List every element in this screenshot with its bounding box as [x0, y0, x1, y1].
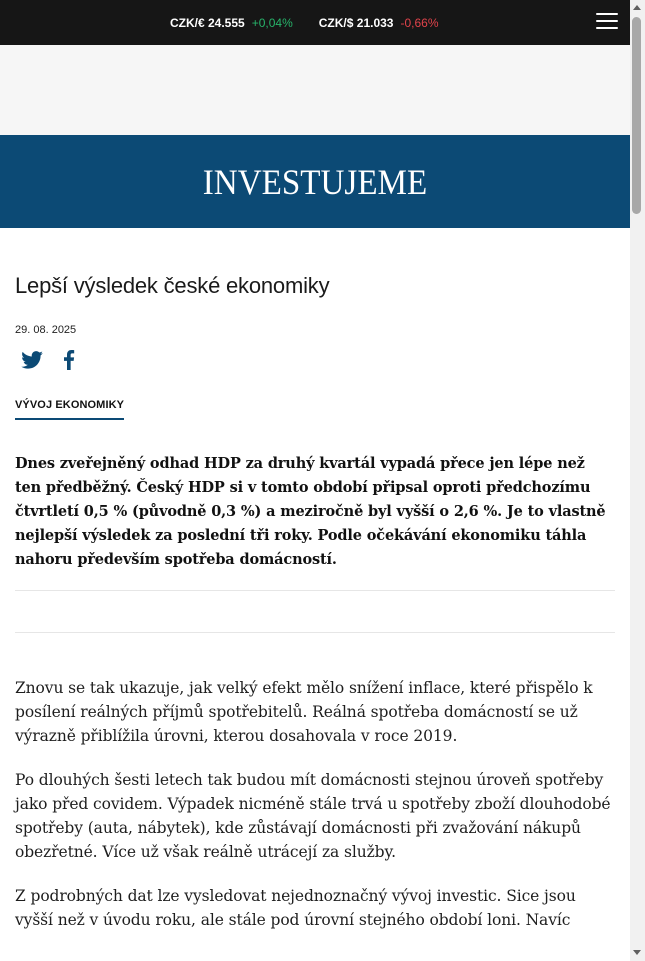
rate-usd-change: -0,66% [400, 15, 439, 30]
divider [15, 632, 615, 633]
rate-usd-label: CZK/$ 21.033 [318, 15, 394, 30]
brand-bar [0, 135, 630, 228]
facebook-icon[interactable] [63, 350, 75, 375]
scroll-thumb[interactable] [632, 17, 641, 214]
currency-rates [170, 0, 465, 45]
article [0, 273, 630, 932]
divider [15, 590, 615, 591]
twitter-icon[interactable] [21, 351, 43, 374]
category-tag[interactable]: VÝVOJ EKONOMIKY [15, 399, 124, 420]
ad-placeholder [0, 45, 630, 135]
article-paragraph: Z podrobných dat lze vysledovat nejednoznačný vývoj investic. Sice jsou vyšší než v úvodu roku, ale stále pod úrovní stejného období loni. Navíc [15, 887, 576, 929]
scroll-up-arrow-icon[interactable] [633, 5, 641, 10]
scroll-down-arrow-icon[interactable] [633, 950, 641, 955]
menu-line [596, 13, 618, 15]
share-buttons [15, 350, 615, 374]
menu-line [596, 27, 618, 29]
article-title: Lepší výsledek české ekonomiky [15, 273, 330, 298]
top-bar [0, 0, 630, 45]
article-lead: Dnes zveřejněný odhad HDP za druhý kvartál vypadá přece jen lépe než ten předběžný. Český HDP si v tomto období připsal oproti předchozímu čtvrtletí 0,5 % (původně 0,3 %) a meziročně byl vyšší o 2,6 %. Je to vlastně nejlepší výsledek za poslední tři roky. Podle očekávání ekonomiku táhla nahoru především spotřeba domácností. [15, 455, 606, 568]
article-paragraph: Po dlouhých šesti letech tak budou mít domácnosti stejnou úroveň spotřeby jako před covidem. Výpadek nicméně stále trvá u spotřeby zboží dlouhodobé spotřeby (auta, nábytek), kde zůstávají domácnosti při zvažování nákupů obezřetné. Více už však reálně utrácejí za služby. [15, 771, 611, 861]
site-logo[interactable]: INVESTUJEME [202, 161, 428, 202]
article-body [15, 676, 615, 932]
menu-line [596, 20, 618, 22]
article-date: 29. 08. 2025 [15, 324, 77, 336]
article-paragraph: Znovu se tak ukazuje, jak velký efekt mělo snížení inflace, které přispělo k posílení reálných příjmů spotřebitelů. Reálná spotřeba domácností se už výrazně přiblížila úrovni, kterou dosahovala v roce 2019. [15, 679, 593, 745]
hamburger-menu-icon[interactable] [596, 13, 618, 31]
rate-usd[interactable] [319, 16, 439, 30]
rate-eur-change: +0,04% [251, 15, 293, 30]
rate-eur-label: CZK/€ 24.555 [170, 15, 245, 30]
scrollbar[interactable] [630, 0, 645, 961]
rate-eur[interactable] [170, 16, 293, 30]
